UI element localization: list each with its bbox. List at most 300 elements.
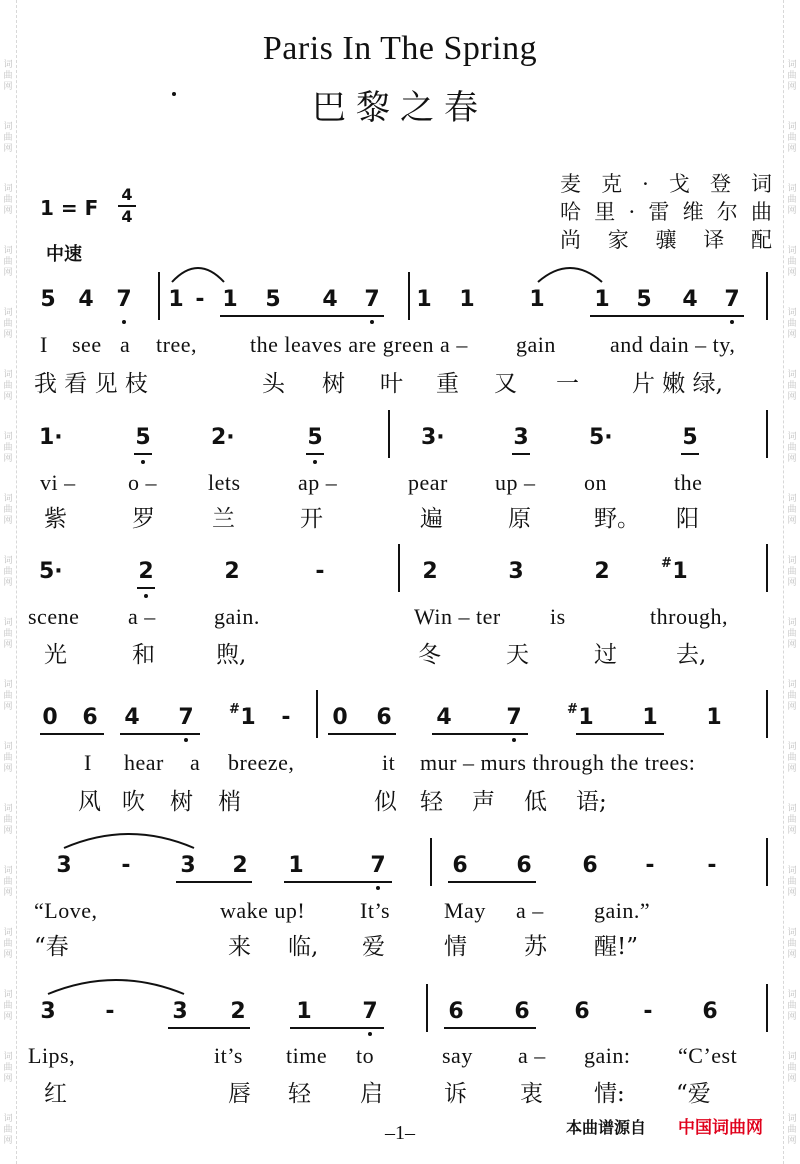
lyric-word-chinese: 原 (508, 506, 531, 532)
lyric-word-chinese: 情: (594, 1081, 625, 1107)
watermark-glyph: 网 (3, 268, 13, 278)
left-watermark-strip (0, 0, 17, 1164)
barline (158, 272, 160, 320)
note: 6 (452, 853, 468, 878)
watermark-glyph: 曲 (787, 505, 797, 515)
credit-char: 登 (709, 172, 731, 196)
note: 6 (574, 999, 590, 1024)
note: 2 (232, 853, 248, 878)
watermark-glyph: 网 (787, 702, 797, 712)
lyric-word-chinese: 叶 (380, 371, 403, 397)
lyric-word-english: see (72, 332, 102, 357)
watermark-glyph: 网 (3, 144, 13, 154)
note: 1· (39, 425, 63, 450)
lyric-word-english: mur – murs through the trees: (420, 750, 696, 775)
lyric-word-chinese: 遍 (420, 506, 443, 532)
watermark-glyph: 网 (787, 1074, 797, 1084)
credit-composer (560, 198, 772, 226)
watermark-glyph: 曲 (787, 319, 797, 329)
eighth-beam (290, 1027, 384, 1029)
lyric-word-english: a – (128, 604, 156, 629)
note-underline (681, 453, 699, 455)
note: 3 (510, 424, 532, 452)
note: 5 (265, 287, 281, 312)
slur (536, 262, 604, 284)
watermark-glyph: 曲 (787, 195, 797, 205)
note: 7 (359, 998, 381, 1026)
lyric-word-english: time (286, 1043, 328, 1068)
credit-translator (560, 226, 772, 254)
note: 2 (422, 559, 438, 584)
note: 5· (39, 559, 63, 584)
note: 3 (508, 559, 524, 584)
note: 6 (702, 999, 718, 1024)
watermark-glyph: 曲 (787, 629, 797, 639)
lyric-word-chinese: 启 (360, 1081, 383, 1107)
lyric-word-english: through, (650, 604, 728, 629)
time-signature-bottom: 4 (121, 207, 133, 226)
lyric-word-chinese: 头 (262, 371, 285, 397)
credit-char: 戈 (668, 172, 690, 196)
eighth-beam (576, 733, 664, 735)
note: 3· (421, 425, 445, 450)
watermark-glyph: 词 (3, 246, 13, 256)
lyric-word-english: gain. (214, 604, 260, 629)
watermark-glyph: 词 (3, 742, 13, 752)
watermark-glyph: 词 (3, 60, 13, 70)
watermark-glyph: 网 (787, 1012, 797, 1022)
lyric-word-chinese: 兰 (212, 506, 235, 532)
watermark-glyph: 曲 (787, 877, 797, 887)
slur (170, 262, 226, 284)
note: 1 (642, 705, 658, 730)
lyric-word-english: wake up! (220, 898, 306, 923)
credit-char: 里 (594, 200, 616, 224)
watermark-glyph: 词 (787, 928, 797, 938)
watermark-glyph: 词 (787, 308, 797, 318)
barline (766, 984, 768, 1032)
note-extension-dash: - (121, 853, 131, 878)
watermark-glyph: 词 (3, 804, 13, 814)
note: 1 (594, 287, 610, 312)
watermark-glyph: 曲 (3, 443, 13, 453)
watermark-glyph: 曲 (3, 257, 13, 267)
lyric-word-chinese: 冬 (418, 642, 441, 668)
watermark-glyph: 词 (787, 990, 797, 1000)
watermark-glyph: 曲 (3, 629, 13, 639)
watermark-glyph: 曲 (787, 443, 797, 453)
sharp-sign: # (567, 702, 578, 717)
watermark-glyph: 曲 (3, 1063, 13, 1073)
credit-lyricist (560, 170, 772, 198)
watermark-glyph: 曲 (787, 567, 797, 577)
lyric-word-chinese: 语; (576, 789, 607, 815)
watermark-glyph: 词 (787, 1052, 797, 1062)
slur-curve (172, 268, 224, 282)
note: 5 (132, 424, 154, 452)
watermark-glyph: 词 (3, 184, 13, 194)
lyric-word-chinese: 低 (524, 789, 547, 815)
note-underline (306, 453, 324, 455)
lyric-word-english: it’s (214, 1043, 243, 1068)
barline (766, 272, 768, 320)
watermark-glyph: 曲 (3, 195, 13, 205)
watermark-glyph: 曲 (787, 1063, 797, 1073)
watermark-glyph: 词 (3, 122, 13, 132)
barline (766, 544, 768, 592)
barline (430, 838, 432, 886)
watermark-glyph: 词 (787, 1114, 797, 1124)
lyric-word-english: is (550, 604, 566, 629)
watermark-glyph: 网 (3, 330, 13, 340)
lyric-word-chinese: 爱 (362, 934, 385, 960)
note: 6 (582, 853, 598, 878)
watermark-glyph: 网 (3, 888, 13, 898)
eighth-beam (284, 881, 392, 883)
lyric-word-english: “Love, (34, 898, 98, 923)
note: 5 (304, 424, 326, 452)
watermark-glyph: 网 (3, 516, 13, 526)
watermark-glyph: 词 (3, 494, 13, 504)
lyric-word-chinese: 和 (132, 642, 155, 668)
credit-char: 尔 (716, 200, 738, 224)
watermark-glyph: 曲 (3, 691, 13, 701)
watermark-glyph: 网 (3, 764, 13, 774)
credit-char: 曲 (751, 200, 772, 224)
barline (316, 690, 318, 738)
watermark-glyph: 网 (787, 516, 797, 526)
credit-char: 配 (751, 228, 772, 252)
lower-octave-dot (141, 460, 145, 464)
lyric-word-chinese: 树 (170, 789, 193, 815)
note: 6 (376, 705, 392, 730)
note: 5 (40, 287, 56, 312)
eighth-beam (590, 315, 744, 317)
watermark-glyph: 曲 (3, 1001, 13, 1011)
note: 7 (113, 286, 135, 314)
eighth-beam (120, 733, 200, 735)
watermark-glyph: 词 (787, 246, 797, 256)
watermark-glyph: 词 (787, 742, 797, 752)
lyric-word-english: “C’est (678, 1043, 738, 1068)
watermark-glyph: 网 (787, 144, 797, 154)
lyric-word-chinese: 去, (676, 642, 707, 668)
song-title-chinese: 巴黎之春 (312, 88, 488, 128)
lyric-word-chinese: 诉 (444, 1081, 467, 1107)
watermark-glyph: 词 (3, 556, 13, 566)
note: 4 (682, 287, 698, 312)
lyric-word-english: pear (408, 470, 448, 495)
lyric-word-english: say (442, 1043, 473, 1068)
watermark-glyph: 词 (787, 60, 797, 70)
note: 1 (222, 287, 238, 312)
lyric-word-english: up – (495, 470, 536, 495)
watermark-glyph: 网 (787, 1136, 797, 1146)
note: 7 (721, 286, 743, 314)
time-signature-top: 4 (121, 185, 133, 204)
credit-char: 尚 (560, 228, 581, 252)
source-site: 中国词曲网 (678, 1118, 763, 1138)
lyric-word-chinese: 唇 (228, 1081, 251, 1107)
lower-octave-dot (370, 320, 374, 324)
barline (766, 410, 768, 458)
watermark-glyph: 曲 (787, 753, 797, 763)
lyric-word-chinese: 风 (78, 789, 101, 815)
watermark-glyph: 词 (3, 618, 13, 628)
note-underline (137, 587, 155, 589)
note: 3 (40, 999, 56, 1024)
watermark-glyph: 曲 (787, 1001, 797, 1011)
lyric-word-english: vi – (40, 470, 76, 495)
lower-octave-dot (512, 738, 516, 742)
note: 1 # (575, 704, 597, 732)
note: 5 (679, 424, 701, 452)
barline (398, 544, 400, 592)
watermark-glyph: 词 (3, 680, 13, 690)
lyric-word-english: gain (516, 332, 556, 357)
note: 4 (322, 287, 338, 312)
slur-curve (538, 268, 602, 282)
note: 1 (706, 705, 722, 730)
watermark-glyph: 词 (3, 370, 13, 380)
lyric-word-english: on (584, 470, 607, 495)
lyric-word-chinese: 紫 (44, 506, 67, 532)
watermark-glyph: 曲 (3, 133, 13, 143)
watermark-glyph: 网 (3, 1074, 13, 1084)
barline (408, 272, 410, 320)
lyric-word-english: to (356, 1043, 375, 1068)
watermark-glyph: 网 (787, 888, 797, 898)
eighth-beam (328, 733, 396, 735)
tempo-marking: 中速 (46, 244, 82, 265)
note: 5· (589, 425, 613, 450)
lyric-word-english: Lips, (28, 1043, 76, 1068)
lyric-word-chinese: 阳 (676, 506, 699, 532)
lyric-word-chinese: 梢 (218, 789, 241, 815)
credit-char: 维 (682, 200, 704, 224)
lyric-word-chinese: 醒!” (594, 934, 639, 960)
watermark-glyph: 网 (3, 82, 13, 92)
note: 1 (459, 287, 475, 312)
note: 7 (175, 704, 197, 732)
watermark-glyph: 网 (787, 764, 797, 774)
note: 2 (224, 559, 240, 584)
lyric-word-chinese: 声 (472, 789, 495, 815)
watermark-glyph: 网 (787, 950, 797, 960)
watermark-glyph: 曲 (3, 1125, 13, 1135)
credit-char: 词 (751, 172, 772, 196)
credit-char: 克 (601, 172, 623, 196)
lyric-word-chinese: 情 (444, 934, 467, 960)
watermark-glyph: 词 (787, 494, 797, 504)
lyric-word-chinese: 衷 (520, 1081, 543, 1107)
watermark-glyph: 词 (3, 1052, 13, 1062)
note: 4 (78, 287, 94, 312)
watermark-glyph: 词 (3, 928, 13, 938)
credits (560, 170, 772, 254)
right-watermark-strip (783, 0, 800, 1164)
watermark-glyph: 网 (3, 1136, 13, 1146)
lyric-word-chinese: 又 (494, 371, 517, 397)
watermark-glyph: 词 (787, 122, 797, 132)
lyric-word-english: ap – (298, 470, 338, 495)
lyric-word-english: it (382, 750, 396, 775)
watermark-glyph: 曲 (787, 133, 797, 143)
lyric-word-chinese: 苏 (524, 934, 547, 960)
watermark-glyph: 曲 (787, 71, 797, 81)
watermark-glyph: 曲 (3, 319, 13, 329)
eighth-beam (444, 1027, 536, 1029)
credit-char: 哈 (560, 200, 581, 224)
sharp-sign: # (229, 702, 240, 717)
lyric-word-chinese: 轻 (288, 1081, 311, 1107)
lyric-word-chinese: “春 (34, 934, 69, 960)
watermark-glyph: 曲 (3, 939, 13, 949)
lyric-word-english: the (674, 470, 703, 495)
lyric-word-english: lets (208, 470, 241, 495)
lyric-word-chinese: 吹 (122, 789, 145, 815)
note: 4 (436, 705, 452, 730)
lyric-word-english: the leaves are green a – (250, 332, 468, 357)
watermark-glyph: 网 (787, 330, 797, 340)
lyric-word-chinese: 树 (322, 371, 345, 397)
watermark-glyph: 词 (3, 308, 13, 318)
note: 7 (361, 286, 383, 314)
watermark-glyph: 词 (787, 432, 797, 442)
lyric-word-chinese: 临, (288, 934, 319, 960)
watermark-glyph: 网 (3, 1012, 13, 1022)
lyric-word-chinese: 煦, (216, 642, 247, 668)
lyric-word-english: a – (518, 1043, 546, 1068)
watermark-glyph: 网 (787, 392, 797, 402)
note: 1 (529, 287, 545, 312)
lyric-word-chinese: 罗 (132, 506, 155, 532)
barline (766, 690, 768, 738)
watermark-glyph: 网 (3, 702, 13, 712)
lyric-word-chinese: 野。 (594, 506, 640, 532)
credit-char: · (628, 200, 636, 224)
lyric-word-english: a – (516, 898, 544, 923)
lyric-word-chinese: 天 (506, 642, 529, 668)
note: 7 (503, 704, 525, 732)
watermark-glyph: 词 (787, 618, 797, 628)
watermark-glyph: 词 (787, 680, 797, 690)
watermark-glyph: 曲 (787, 257, 797, 267)
credit-char: 雷 (648, 200, 670, 224)
note: 1 (288, 853, 304, 878)
lower-octave-dot (144, 594, 148, 598)
lower-octave-dot (184, 738, 188, 742)
watermark-glyph: 词 (787, 370, 797, 380)
lower-octave-dot (122, 320, 126, 324)
watermark-glyph: 词 (787, 804, 797, 814)
slur (46, 974, 186, 996)
watermark-glyph: 网 (787, 578, 797, 588)
lyric-word-english: and dain – ty, (610, 332, 736, 357)
note: 1 (296, 999, 312, 1024)
watermark-glyph: 曲 (3, 71, 13, 81)
note: 5 (636, 287, 652, 312)
lyric-word-chinese: 重 (436, 371, 459, 397)
watermark-glyph: 曲 (787, 381, 797, 391)
time-signature (118, 186, 136, 226)
watermark-glyph: 词 (787, 184, 797, 194)
eighth-beam (220, 315, 384, 317)
watermark-glyph: 词 (3, 432, 13, 442)
note: 0 (42, 705, 58, 730)
note: 2 (230, 999, 246, 1024)
lyric-word-chinese: 来 (228, 934, 251, 960)
note: 1 # (669, 558, 691, 586)
watermark-glyph: 曲 (787, 939, 797, 949)
source-label: 本曲谱源自 (566, 1118, 647, 1137)
lyric-word-english: hear (124, 750, 164, 775)
note-extension-dash: - (707, 853, 717, 878)
note: 3 (180, 853, 196, 878)
credit-char: 译 (703, 228, 725, 252)
watermark-glyph: 网 (787, 82, 797, 92)
credit-char: · (642, 172, 649, 196)
key-signature: 1 = F (40, 196, 99, 220)
lyric-word-english: breeze, (228, 750, 295, 775)
page-number: –1– (385, 1122, 415, 1144)
note: 1 (168, 287, 184, 312)
lyric-word-english: I (84, 750, 92, 775)
watermark-glyph: 网 (3, 392, 13, 402)
lyric-word-english: gain: (584, 1043, 631, 1068)
lyric-word-english: I (40, 332, 48, 357)
eighth-beam (176, 881, 252, 883)
lyric-word-chinese: 似 (374, 789, 397, 815)
watermark-glyph: 曲 (3, 877, 13, 887)
watermark-glyph: 网 (787, 454, 797, 464)
slur (62, 828, 196, 850)
watermark-glyph: 网 (787, 640, 797, 650)
note: 7 (367, 852, 389, 880)
lyric-word-chinese: 一 (556, 371, 579, 397)
eighth-beam (168, 1027, 250, 1029)
note-extension-dash: - (645, 853, 655, 878)
lyric-word-english: a (120, 332, 131, 357)
stray-dot (172, 92, 176, 96)
lower-octave-dot (376, 886, 380, 890)
note-underline (134, 453, 152, 455)
note: 2· (211, 425, 235, 450)
lyric-word-english: tree, (156, 332, 197, 357)
barline (388, 410, 390, 458)
watermark-glyph: 网 (3, 826, 13, 836)
watermark-glyph: 网 (3, 578, 13, 588)
lyric-word-chinese: “爱 (676, 1081, 711, 1107)
lyric-word-chinese: 片 嫩 绿, (632, 371, 723, 397)
note: 3 (172, 999, 188, 1024)
song-title-english: Paris In The Spring (262, 30, 538, 67)
note: 2 (135, 558, 157, 586)
lyric-word-english: Win – ter (414, 604, 501, 629)
watermark-glyph: 词 (3, 1114, 13, 1124)
credit-char: 骧 (655, 228, 677, 252)
note: 6 (448, 999, 464, 1024)
lyric-word-english: May (444, 898, 486, 923)
lyric-word-chinese: 光 (44, 642, 67, 668)
watermark-glyph: 曲 (3, 753, 13, 763)
lyric-word-chinese: 我 看 见 枝 (34, 371, 148, 397)
lower-octave-dot (368, 1032, 372, 1036)
note-extension-dash: - (105, 999, 115, 1024)
lyric-word-english: scene (28, 604, 80, 629)
slur-curve (48, 980, 184, 994)
note: 6 (82, 705, 98, 730)
